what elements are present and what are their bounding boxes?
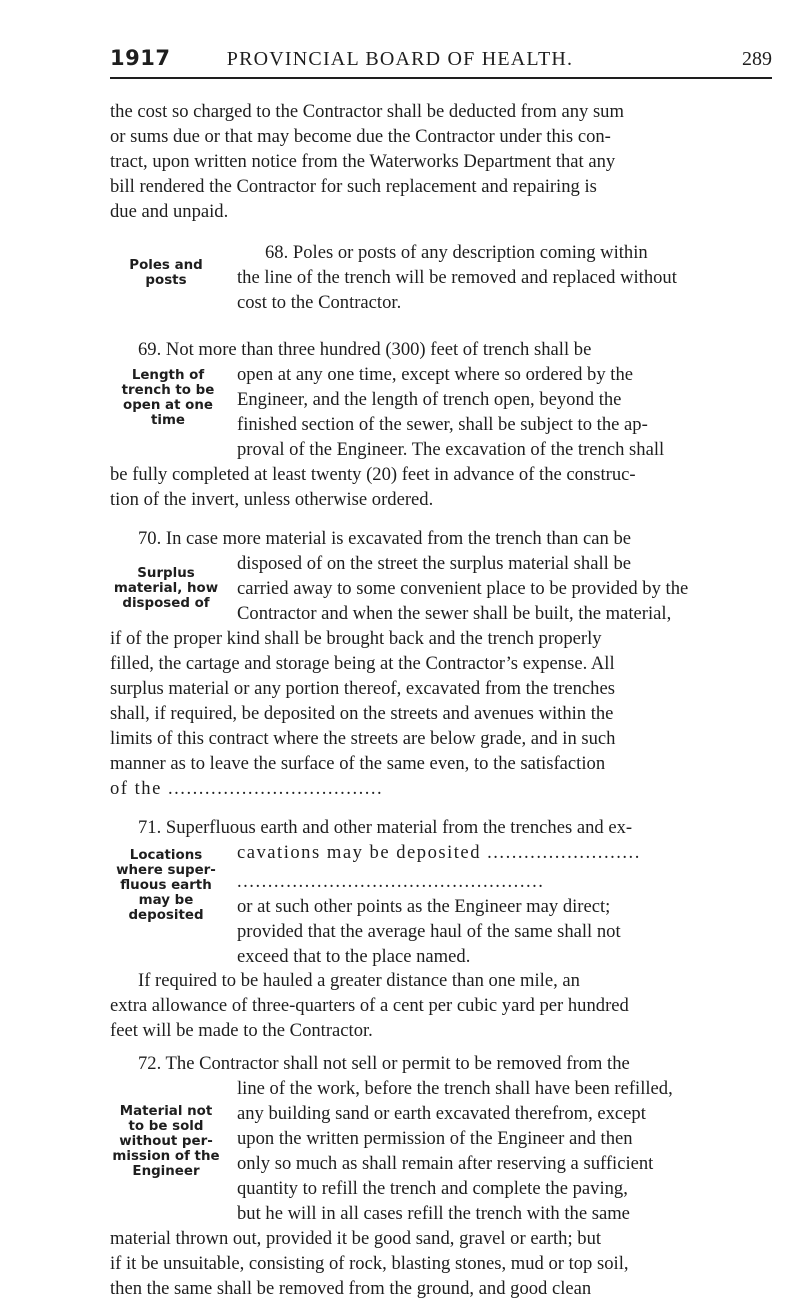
text-line: provided that the average haul of the same shall not: [237, 921, 621, 942]
text-line: if it be unsuitable, consisting of rock, blasting stones, mud or top soil,: [110, 1253, 629, 1274]
text-line: carried away to some convenient place to be provided by the: [237, 578, 689, 599]
section-69-first-line: [110, 337, 762, 362]
text-line: exceed that to the place named.: [237, 946, 471, 967]
section-72-narrow-text: [237, 1076, 762, 1226]
side-note-surplus-material: Surplus material, how disposed of: [113, 566, 219, 611]
section-72-full-text: [110, 1226, 762, 1301]
text-line: disposed of on the street the surplus material shall be: [237, 553, 631, 574]
header-title: PROVINCIAL BOARD OF HEALTH.: [226, 48, 574, 70]
text-line: then the same shall be removed from the ground, and good clean: [110, 1278, 592, 1299]
text-line: 70. In case more material is excavated from the trench than can be: [138, 528, 632, 549]
section-71-full-text: [110, 968, 762, 1043]
text-line: the cost so charged to the Contractor shall be deducted from any sum: [110, 101, 624, 122]
text-line: 68. Poles or posts of any description coming within: [265, 242, 648, 263]
section-71-first-line: [110, 815, 762, 840]
text-line: due and unpaid.: [110, 201, 229, 222]
text-line: If required to be hauled a greater distance than one mile, an: [138, 970, 580, 991]
text-line: extra allowance of three-quarters of a cent per cubic yard per hundred: [110, 995, 629, 1016]
text-line: tion of the invert, unless otherwise ordered.: [110, 489, 434, 510]
text-line: bill rendered the Contractor for such replacement and repairing is: [110, 176, 597, 197]
text-line: if of the proper kind shall be brought back and the trench properly: [110, 628, 602, 649]
side-note-locations: Locations where super- fluous earth may be deposited: [116, 848, 216, 923]
side-note-length-of-trench: Length of trench to be open at one time: [121, 368, 215, 428]
side-note-poles-and-posts: Poles and posts: [129, 258, 203, 288]
header-year: 1917: [110, 46, 171, 70]
text-line: proval of the Engineer. The excavation of the trench shall: [237, 439, 665, 460]
page-number: 289: [742, 48, 772, 70]
text-line: ..................................................: [237, 871, 545, 892]
text-line: material thrown out, provided it be good sand, gravel or earth; but: [110, 1228, 602, 1249]
text-line: finished section of the sewer, shall be subject to the ap-: [237, 414, 648, 435]
text-line: open at any one time, except where so ordered by the: [237, 364, 633, 385]
text-line: or at such other points as the Engineer may direct;: [237, 896, 611, 917]
section-71-narrow-text: [237, 840, 762, 969]
text-line: filled, the cartage and storage being at the Contractor’s expense. All: [110, 653, 615, 674]
section-70-full-text: [110, 626, 762, 801]
text-line: any building sand or earth excavated therefrom, except: [237, 1103, 646, 1124]
text-line: the line of the trench will be removed and replaced without: [237, 267, 677, 288]
text-line: manner as to leave the surface of the same even, to the satisfaction: [110, 753, 606, 774]
continuation-paragraph: [110, 99, 762, 224]
side-note-material-not-sold: Material not to be sold without per- mission of the Engineer: [112, 1104, 220, 1179]
text-line: line of the work, before the trench shall have been refilled,: [237, 1078, 673, 1099]
text-line: shall, if required, be deposited on the streets and avenues within the: [110, 703, 614, 724]
text-line: of the ...................................: [110, 778, 384, 799]
text-line: cavations may be deposited .........................: [237, 842, 641, 863]
section-72-first-line: [110, 1051, 762, 1076]
text-line: Contractor and when the sewer shall be built, the material,: [237, 603, 672, 624]
section-69-narrow-text: [237, 362, 762, 462]
section-69-full-text: [110, 462, 762, 512]
text-line: tract, upon written notice from the Waterworks Department that any: [110, 151, 616, 172]
text-line: upon the written permission of the Engineer and then: [237, 1128, 633, 1149]
text-line: or sums due or that may become due the Contractor under this con-: [110, 126, 611, 147]
text-line: feet will be made to the Contractor.: [110, 1020, 373, 1041]
header-rule: [110, 77, 772, 79]
section-70-narrow-text: [237, 551, 762, 626]
section-68-paragraph: [237, 240, 762, 315]
text-line: be fully completed at least twenty (20) feet in advance of the construc-: [110, 464, 636, 485]
section-70-first-line: [110, 526, 762, 551]
text-line: 69. Not more than three hundred (300) feet of trench shall be: [138, 339, 592, 360]
text-line: only so much as shall remain after reserving a sufficient: [237, 1153, 654, 1174]
text-line: quantity to refill the trench and complete the paving,: [237, 1178, 628, 1199]
text-line: cost to the Contractor.: [237, 292, 402, 313]
text-line: surplus material or any portion thereof, excavated from the trenches: [110, 678, 615, 699]
text-line: Engineer, and the length of trench open, beyond the: [237, 389, 622, 410]
text-line: 71. Superfluous earth and other material from the trenches and ex-: [138, 817, 633, 838]
text-line: limits of this contract where the streets are below grade, and in such: [110, 728, 616, 749]
text-line: but he will in all cases refill the trench with the same: [237, 1203, 630, 1224]
text-line: 72. The Contractor shall not sell or permit to be removed from the: [138, 1053, 630, 1074]
